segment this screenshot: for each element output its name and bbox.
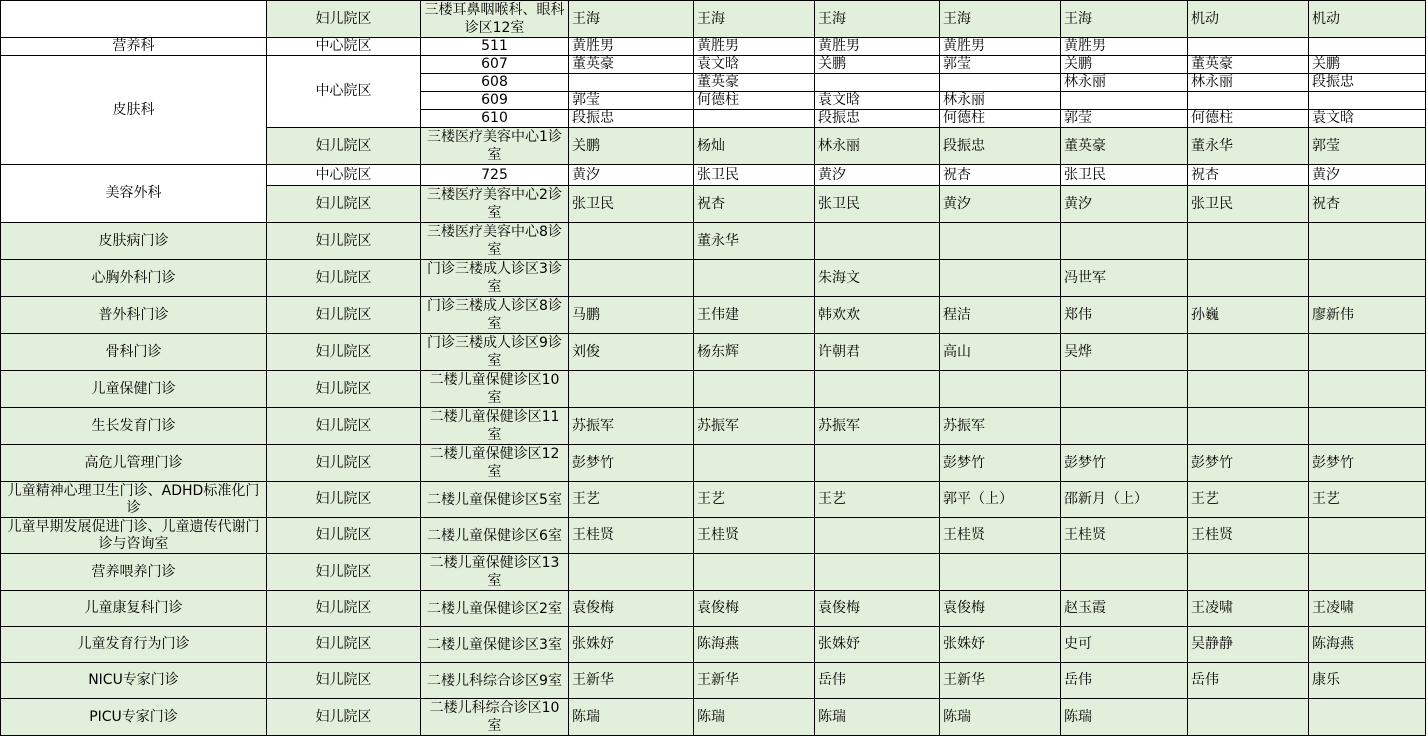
doctor-cell[interactable]: 王桂贤 <box>1188 518 1309 554</box>
doctor-cell[interactable] <box>1309 334 1426 371</box>
department-cell[interactable]: 儿童发育行为门诊 <box>1 627 267 663</box>
room-cell[interactable]: 三楼医疗美容中心2诊室 <box>421 186 569 223</box>
doctor-cell[interactable] <box>940 371 1061 408</box>
doctor-cell[interactable]: 王海 <box>1061 1 1188 38</box>
doctor-cell[interactable]: 段振忠 <box>940 128 1061 165</box>
doctor-cell[interactable]: 彭梦竹 <box>1061 445 1188 482</box>
doctor-cell[interactable] <box>1061 223 1188 260</box>
doctor-cell[interactable] <box>940 74 1061 92</box>
doctor-cell[interactable]: 王艺 <box>1188 482 1309 518</box>
doctor-cell[interactable] <box>1061 554 1188 591</box>
doctor-cell[interactable]: 王艺 <box>694 482 815 518</box>
doctor-cell[interactable] <box>1309 92 1426 110</box>
room-cell[interactable]: 725 <box>421 165 569 186</box>
doctor-cell[interactable]: 王凌啸 <box>1309 591 1426 627</box>
doctor-cell[interactable]: 袁俊梅 <box>940 591 1061 627</box>
department-cell[interactable]: 儿童早期发展促进门诊、儿童遗传代谢门诊与咨询室 <box>1 518 267 554</box>
doctor-cell[interactable]: 邵新月（上） <box>1061 482 1188 518</box>
doctor-cell[interactable]: 张姝妤 <box>569 627 694 663</box>
doctor-cell[interactable]: 关鹏 <box>1061 56 1188 74</box>
doctor-cell[interactable]: 史可 <box>1061 627 1188 663</box>
doctor-cell[interactable]: 张卫民 <box>815 186 940 223</box>
doctor-cell[interactable]: 张卫民 <box>1188 186 1309 223</box>
department-cell[interactable] <box>1 1 267 38</box>
doctor-cell[interactable]: 董英豪 <box>694 74 815 92</box>
doctor-cell[interactable]: 黄胜男 <box>569 38 694 56</box>
doctor-cell[interactable]: 董英豪 <box>1061 128 1188 165</box>
doctor-cell[interactable]: 陈瑞 <box>569 699 694 736</box>
campus-cell[interactable]: 妇儿院区 <box>267 445 421 482</box>
campus-cell[interactable]: 妇儿院区 <box>267 186 421 223</box>
department-cell[interactable]: 营养喂养门诊 <box>1 554 267 591</box>
doctor-cell[interactable] <box>815 223 940 260</box>
room-cell[interactable]: 门诊三楼成人诊区9诊室 <box>421 334 569 371</box>
campus-cell[interactable]: 妇儿院区 <box>267 627 421 663</box>
department-cell[interactable]: 心胸外科门诊 <box>1 260 267 297</box>
room-cell[interactable]: 610 <box>421 110 569 128</box>
doctor-cell[interactable] <box>1188 260 1309 297</box>
campus-cell[interactable]: 妇儿院区 <box>267 663 421 699</box>
doctor-cell[interactable]: 岳伟 <box>1061 663 1188 699</box>
doctor-cell[interactable]: 王伟建 <box>694 297 815 334</box>
doctor-cell[interactable]: 朱海文 <box>815 260 940 297</box>
department-cell[interactable]: NICU专家门诊 <box>1 663 267 699</box>
doctor-cell[interactable] <box>1309 260 1426 297</box>
campus-cell[interactable]: 中心院区 <box>267 38 421 56</box>
doctor-cell[interactable] <box>569 223 694 260</box>
doctor-cell[interactable]: 岳伟 <box>1188 663 1309 699</box>
doctor-cell[interactable]: 廖新伟 <box>1309 297 1426 334</box>
doctor-cell[interactable] <box>1188 554 1309 591</box>
doctor-cell[interactable] <box>1309 371 1426 408</box>
campus-cell[interactable]: 妇儿院区 <box>267 260 421 297</box>
doctor-cell[interactable] <box>1309 518 1426 554</box>
doctor-cell[interactable]: 刘俊 <box>569 334 694 371</box>
doctor-cell[interactable]: 王桂贤 <box>694 518 815 554</box>
doctor-cell[interactable]: 陈瑞 <box>694 699 815 736</box>
campus-cell[interactable]: 妇儿院区 <box>267 408 421 445</box>
doctor-cell[interactable]: 段振忠 <box>815 110 940 128</box>
room-cell[interactable]: 二楼儿童保健诊区10室 <box>421 371 569 408</box>
doctor-cell[interactable]: 黄胜男 <box>1061 38 1188 56</box>
doctor-cell[interactable] <box>1188 334 1309 371</box>
doctor-cell[interactable]: 孙巍 <box>1188 297 1309 334</box>
doctor-cell[interactable] <box>1188 223 1309 260</box>
doctor-cell[interactable] <box>694 554 815 591</box>
room-cell[interactable]: 二楼儿童保健诊区2室 <box>421 591 569 627</box>
room-cell[interactable]: 二楼儿童保健诊区3室 <box>421 627 569 663</box>
doctor-cell[interactable]: 彭梦竹 <box>1188 445 1309 482</box>
doctor-cell[interactable]: 王艺 <box>569 482 694 518</box>
department-cell[interactable]: 儿童精神心理卫生门诊、ADHD标准化门诊 <box>1 482 267 518</box>
doctor-cell[interactable] <box>694 371 815 408</box>
department-cell[interactable]: 美容外科 <box>1 165 267 223</box>
doctor-cell[interactable]: 张卫民 <box>569 186 694 223</box>
doctor-cell[interactable]: 黄胜男 <box>815 38 940 56</box>
doctor-cell[interactable]: 袁俊梅 <box>815 591 940 627</box>
doctor-cell[interactable]: 陈海燕 <box>694 627 815 663</box>
doctor-cell[interactable]: 冯世军 <box>1061 260 1188 297</box>
doctor-cell[interactable]: 苏振军 <box>569 408 694 445</box>
doctor-cell[interactable] <box>1309 38 1426 56</box>
doctor-cell[interactable] <box>1188 38 1309 56</box>
doctor-cell[interactable]: 何德柱 <box>940 110 1061 128</box>
doctor-cell[interactable]: 郭莹 <box>940 56 1061 74</box>
doctor-cell[interactable]: 苏振军 <box>815 408 940 445</box>
doctor-cell[interactable]: 林永丽 <box>1061 74 1188 92</box>
room-cell[interactable]: 608 <box>421 74 569 92</box>
doctor-cell[interactable]: 王海 <box>815 1 940 38</box>
campus-cell[interactable]: 中心院区 <box>267 165 421 186</box>
campus-cell[interactable]: 妇儿院区 <box>267 128 421 165</box>
campus-cell[interactable]: 中心院区 <box>267 56 421 128</box>
doctor-cell[interactable]: 张姝妤 <box>815 627 940 663</box>
campus-cell[interactable]: 妇儿院区 <box>267 371 421 408</box>
doctor-cell[interactable]: 陈海燕 <box>1309 627 1426 663</box>
room-cell[interactable]: 三楼医疗美容中心1诊室 <box>421 128 569 165</box>
doctor-cell[interactable]: 杨东辉 <box>694 334 815 371</box>
doctor-cell[interactable]: 黄胜男 <box>940 38 1061 56</box>
doctor-cell[interactable]: 苏振军 <box>694 408 815 445</box>
doctor-cell[interactable]: 袁文晗 <box>694 56 815 74</box>
doctor-cell[interactable] <box>1188 92 1309 110</box>
doctor-cell[interactable]: 张姝妤 <box>940 627 1061 663</box>
doctor-cell[interactable] <box>1061 408 1188 445</box>
room-cell[interactable]: 二楼儿科综合诊区10室 <box>421 699 569 736</box>
doctor-cell[interactable]: 许朝君 <box>815 334 940 371</box>
room-cell[interactable]: 二楼儿童保健诊区6室 <box>421 518 569 554</box>
doctor-cell[interactable]: 祝杏 <box>1309 186 1426 223</box>
doctor-cell[interactable]: 张卫民 <box>1061 165 1188 186</box>
doctor-cell[interactable]: 陈瑞 <box>1061 699 1188 736</box>
room-cell[interactable]: 门诊三楼成人诊区3诊室 <box>421 260 569 297</box>
doctor-cell[interactable]: 袁文晗 <box>815 92 940 110</box>
doctor-cell[interactable] <box>815 371 940 408</box>
doctor-cell[interactable]: 王新华 <box>694 663 815 699</box>
campus-cell[interactable]: 妇儿院区 <box>267 699 421 736</box>
doctor-cell[interactable] <box>940 260 1061 297</box>
room-cell[interactable]: 二楼儿童保健诊区11室 <box>421 408 569 445</box>
doctor-cell[interactable]: 袁文晗 <box>1309 110 1426 128</box>
doctor-cell[interactable]: 彭梦竹 <box>569 445 694 482</box>
doctor-cell[interactable]: 关鹏 <box>815 56 940 74</box>
doctor-cell[interactable] <box>569 554 694 591</box>
doctor-cell[interactable] <box>1061 92 1188 110</box>
department-cell[interactable]: 骨科门诊 <box>1 334 267 371</box>
doctor-cell[interactable]: 郭平（上） <box>940 482 1061 518</box>
doctor-cell[interactable]: 王海 <box>694 1 815 38</box>
doctor-cell[interactable] <box>569 260 694 297</box>
doctor-cell[interactable]: 高山 <box>940 334 1061 371</box>
doctor-cell[interactable] <box>940 223 1061 260</box>
doctor-cell[interactable]: 关鹏 <box>569 128 694 165</box>
doctor-cell[interactable]: 黄胜男 <box>694 38 815 56</box>
department-cell[interactable]: 皮肤科 <box>1 56 267 165</box>
doctor-cell[interactable]: 祝杏 <box>1188 165 1309 186</box>
campus-cell[interactable]: 妇儿院区 <box>267 591 421 627</box>
doctor-cell[interactable]: 王桂贤 <box>1061 518 1188 554</box>
doctor-cell[interactable] <box>1309 408 1426 445</box>
doctor-cell[interactable]: 段振忠 <box>569 110 694 128</box>
doctor-cell[interactable] <box>1309 699 1426 736</box>
campus-cell[interactable]: 妇儿院区 <box>267 482 421 518</box>
doctor-cell[interactable]: 张卫民 <box>694 165 815 186</box>
room-cell[interactable]: 门诊三楼成人诊区8诊室 <box>421 297 569 334</box>
doctor-cell[interactable]: 林永丽 <box>1188 74 1309 92</box>
doctor-cell[interactable]: 祝杏 <box>940 165 1061 186</box>
room-cell[interactable]: 三楼医疗美容中心8诊室 <box>421 223 569 260</box>
room-cell[interactable]: 609 <box>421 92 569 110</box>
doctor-cell[interactable]: 黄汐 <box>815 165 940 186</box>
doctor-cell[interactable]: 郭莹 <box>569 92 694 110</box>
department-cell[interactable]: 营养科 <box>1 38 267 56</box>
doctor-cell[interactable] <box>569 371 694 408</box>
doctor-cell[interactable]: 王新华 <box>940 663 1061 699</box>
doctor-cell[interactable]: 杨灿 <box>694 128 815 165</box>
doctor-cell[interactable]: 黄汐 <box>940 186 1061 223</box>
campus-cell[interactable]: 妇儿院区 <box>267 297 421 334</box>
doctor-cell[interactable]: 机动 <box>1188 1 1309 38</box>
doctor-cell[interactable] <box>1188 699 1309 736</box>
doctor-cell[interactable]: 袁俊梅 <box>694 591 815 627</box>
doctor-cell[interactable]: 董永华 <box>694 223 815 260</box>
doctor-cell[interactable]: 黄汐 <box>569 165 694 186</box>
doctor-cell[interactable]: 段振忠 <box>1309 74 1426 92</box>
doctor-cell[interactable] <box>694 260 815 297</box>
campus-cell[interactable]: 妇儿院区 <box>267 554 421 591</box>
doctor-cell[interactable]: 郭莹 <box>1061 110 1188 128</box>
doctor-cell[interactable]: 董英豪 <box>569 56 694 74</box>
doctor-cell[interactable]: 黄汐 <box>1061 186 1188 223</box>
doctor-cell[interactable] <box>1188 408 1309 445</box>
doctor-cell[interactable] <box>694 110 815 128</box>
room-cell[interactable]: 二楼儿童保健诊区12室 <box>421 445 569 482</box>
doctor-cell[interactable]: 何德柱 <box>1188 110 1309 128</box>
department-cell[interactable]: 生长发育门诊 <box>1 408 267 445</box>
doctor-cell[interactable]: 王艺 <box>815 482 940 518</box>
doctor-cell[interactable]: 郑伟 <box>1061 297 1188 334</box>
doctor-cell[interactable]: 王新华 <box>569 663 694 699</box>
department-cell[interactable]: 皮肤病门诊 <box>1 223 267 260</box>
doctor-cell[interactable] <box>1188 371 1309 408</box>
doctor-cell[interactable]: 吴烨 <box>1061 334 1188 371</box>
doctor-cell[interactable]: 机动 <box>1309 1 1426 38</box>
department-cell[interactable]: PICU专家门诊 <box>1 699 267 736</box>
room-cell[interactable]: 二楼儿科综合诊区9室 <box>421 663 569 699</box>
doctor-cell[interactable] <box>1309 554 1426 591</box>
doctor-cell[interactable]: 彭梦竹 <box>1309 445 1426 482</box>
doctor-cell[interactable]: 王海 <box>940 1 1061 38</box>
doctor-cell[interactable]: 董英豪 <box>1188 56 1309 74</box>
doctor-cell[interactable]: 何德柱 <box>694 92 815 110</box>
room-cell[interactable]: 607 <box>421 56 569 74</box>
doctor-cell[interactable]: 林永丽 <box>940 92 1061 110</box>
doctor-cell[interactable]: 岳伟 <box>815 663 940 699</box>
doctor-cell[interactable] <box>569 74 694 92</box>
doctor-cell[interactable]: 程洁 <box>940 297 1061 334</box>
doctor-cell[interactable]: 王凌啸 <box>1188 591 1309 627</box>
doctor-cell[interactable]: 赵玉霞 <box>1061 591 1188 627</box>
doctor-cell[interactable]: 关鹏 <box>1309 56 1426 74</box>
doctor-cell[interactable]: 王海 <box>569 1 694 38</box>
doctor-cell[interactable] <box>1309 223 1426 260</box>
department-cell[interactable]: 高危儿管理门诊 <box>1 445 267 482</box>
doctor-cell[interactable] <box>694 445 815 482</box>
doctor-cell[interactable]: 董永华 <box>1188 128 1309 165</box>
doctor-cell[interactable] <box>940 554 1061 591</box>
doctor-cell[interactable]: 彭梦竹 <box>940 445 1061 482</box>
doctor-cell[interactable]: 郭莹 <box>1309 128 1426 165</box>
doctor-cell[interactable]: 王艺 <box>1309 482 1426 518</box>
doctor-cell[interactable]: 康乐 <box>1309 663 1426 699</box>
doctor-cell[interactable]: 吴静静 <box>1188 627 1309 663</box>
doctor-cell[interactable] <box>815 74 940 92</box>
department-cell[interactable]: 儿童康复科门诊 <box>1 591 267 627</box>
room-cell[interactable]: 二楼儿童保健诊区13室 <box>421 554 569 591</box>
doctor-cell[interactable]: 祝杏 <box>694 186 815 223</box>
doctor-cell[interactable]: 黄汐 <box>1309 165 1426 186</box>
doctor-cell[interactable]: 马鹏 <box>569 297 694 334</box>
doctor-cell[interactable]: 王桂贤 <box>940 518 1061 554</box>
department-cell[interactable]: 普外科门诊 <box>1 297 267 334</box>
campus-cell[interactable]: 妇儿院区 <box>267 334 421 371</box>
room-cell[interactable]: 三楼耳鼻咽喉科、眼科诊区12室 <box>421 1 569 38</box>
doctor-cell[interactable]: 林永丽 <box>815 128 940 165</box>
department-cell[interactable]: 儿童保健门诊 <box>1 371 267 408</box>
doctor-cell[interactable] <box>815 518 940 554</box>
doctor-cell[interactable] <box>815 445 940 482</box>
doctor-cell[interactable]: 陈瑞 <box>815 699 940 736</box>
room-cell[interactable]: 二楼儿童保健诊区5室 <box>421 482 569 518</box>
campus-cell[interactable]: 妇儿院区 <box>267 518 421 554</box>
doctor-cell[interactable]: 陈瑞 <box>940 699 1061 736</box>
doctor-cell[interactable]: 韩欢欢 <box>815 297 940 334</box>
doctor-cell[interactable] <box>1061 371 1188 408</box>
doctor-cell[interactable] <box>815 554 940 591</box>
doctor-cell[interactable]: 苏振军 <box>940 408 1061 445</box>
campus-cell[interactable]: 妇儿院区 <box>267 1 421 38</box>
room-cell[interactable]: 511 <box>421 38 569 56</box>
doctor-cell[interactable]: 袁俊梅 <box>569 591 694 627</box>
doctor-cell[interactable]: 王桂贤 <box>569 518 694 554</box>
campus-cell[interactable]: 妇儿院区 <box>267 223 421 260</box>
